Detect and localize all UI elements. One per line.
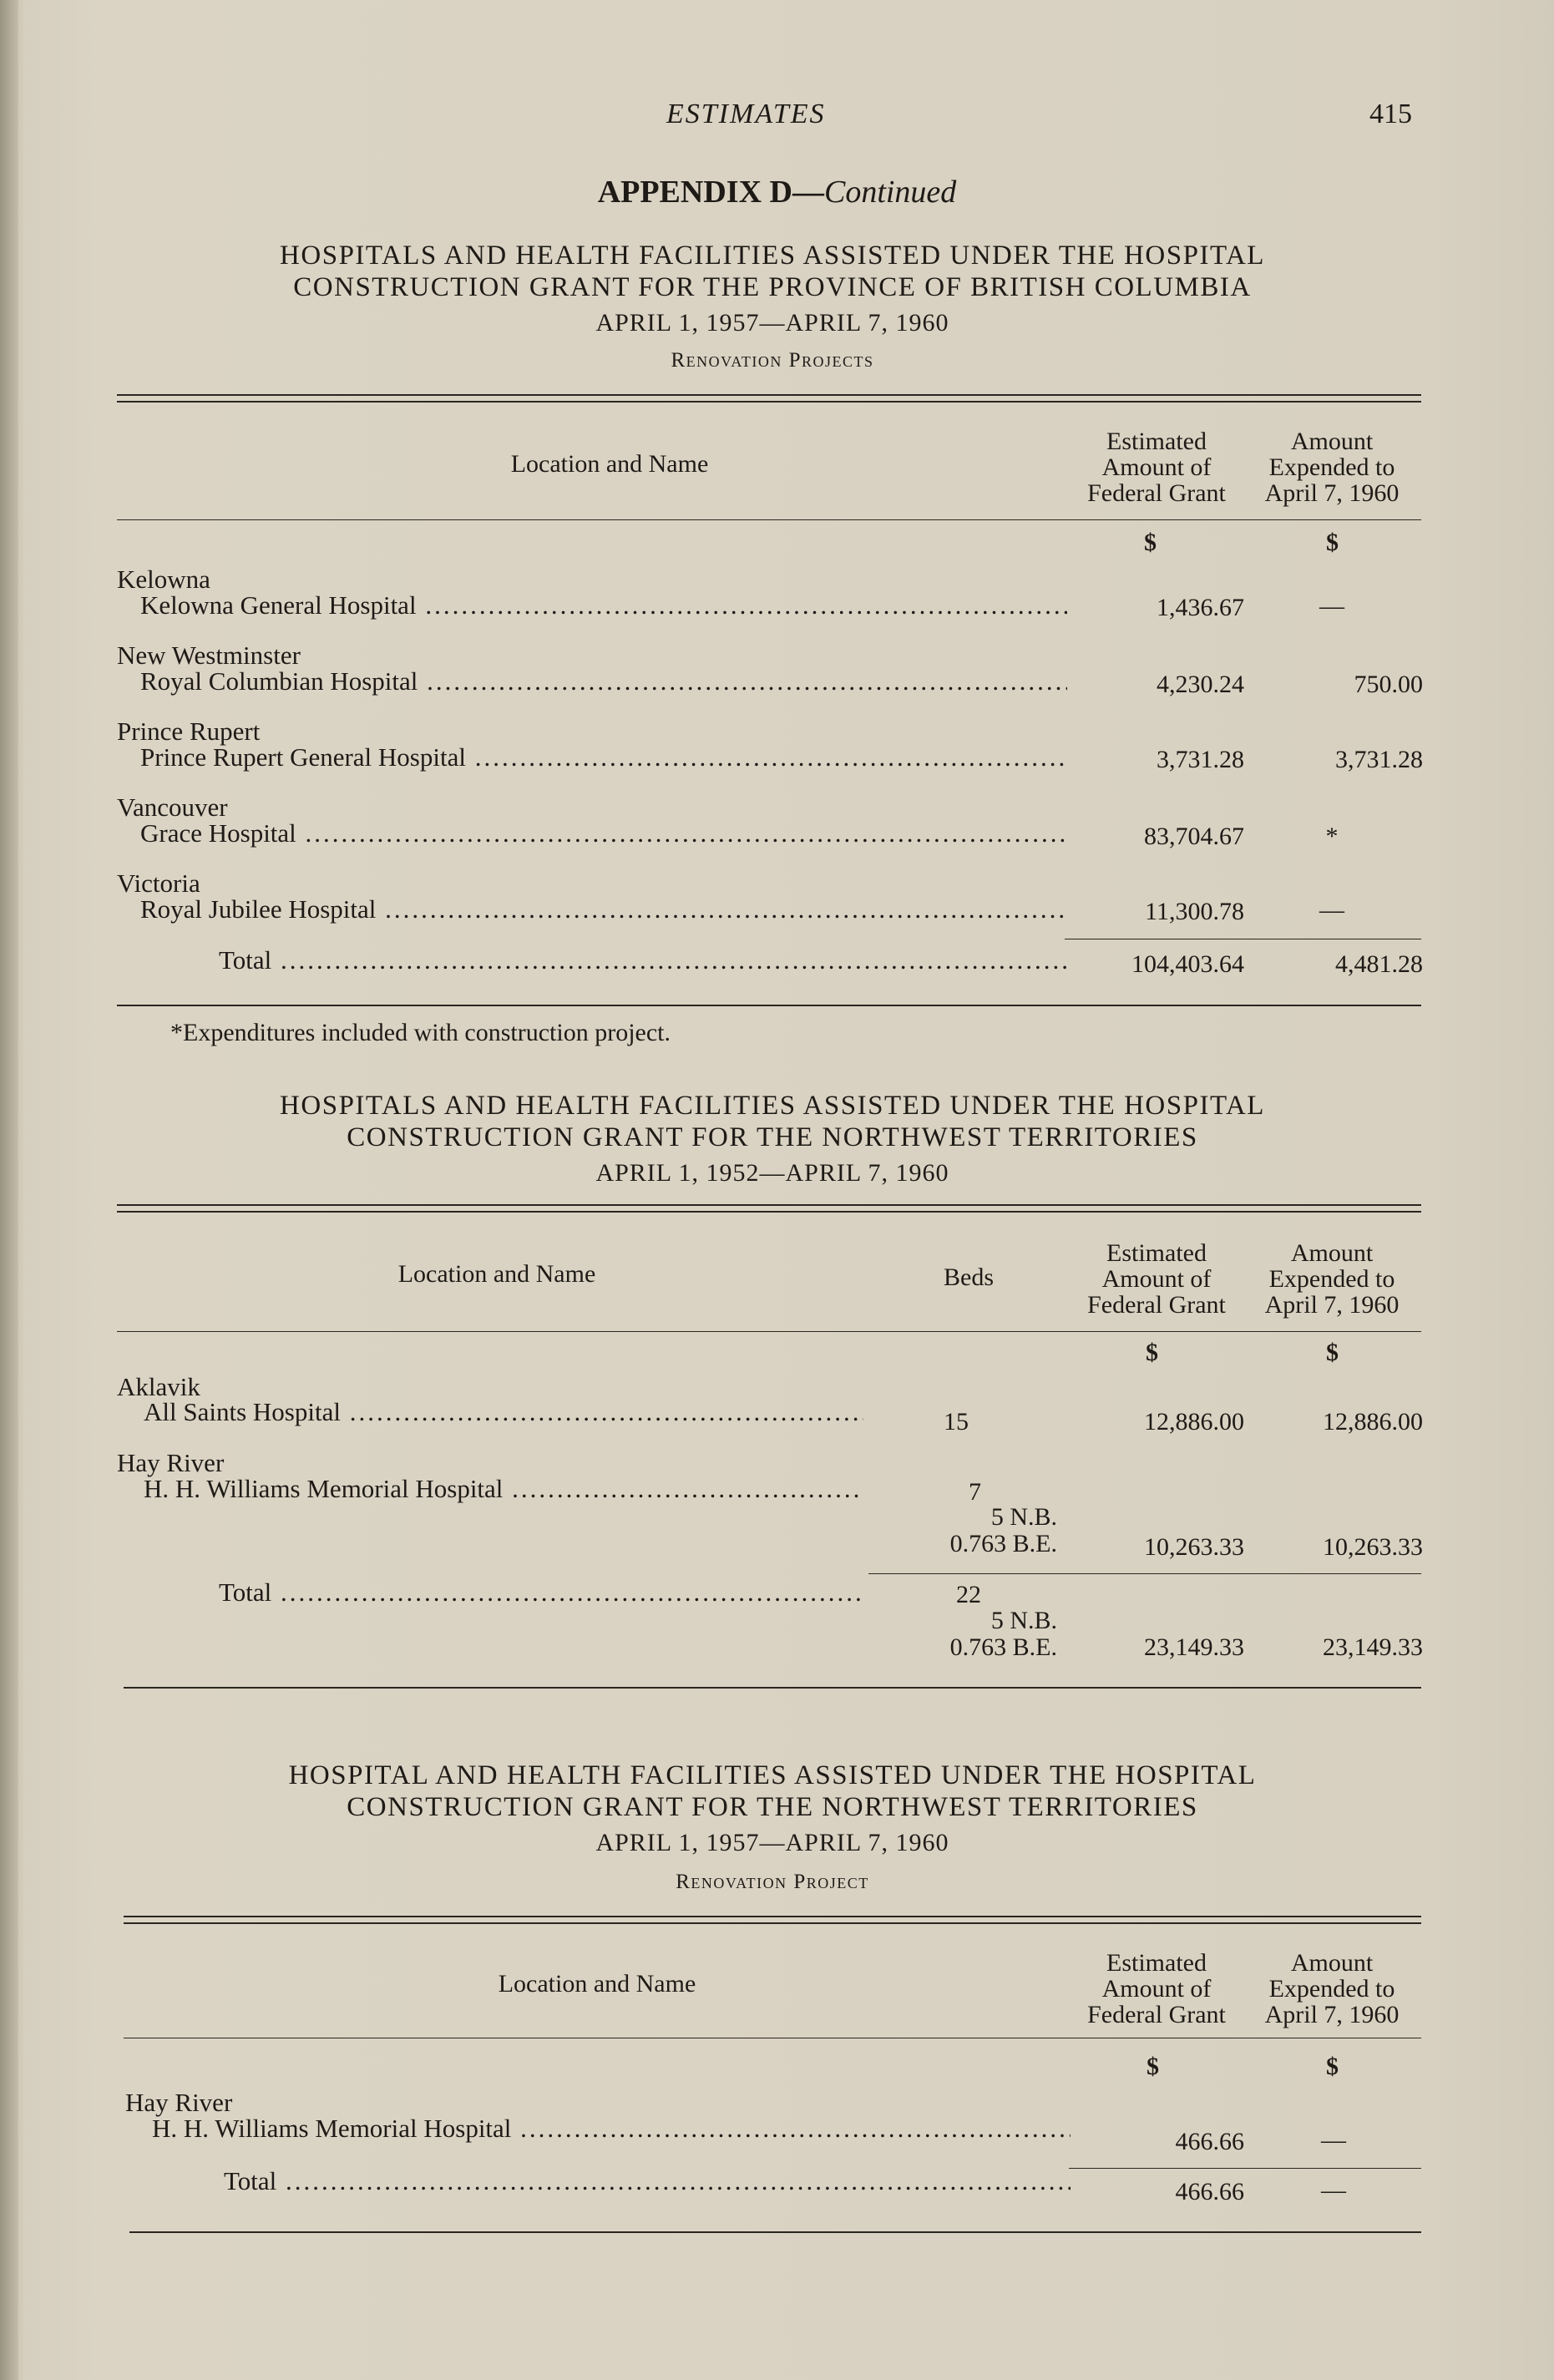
row-beds: 15: [944, 1408, 969, 1436]
row-hospital-name-text: All Saints Hospital: [144, 1397, 341, 1426]
row-hospital-name: [140, 818, 1067, 848]
section1-top-rule: [117, 394, 1421, 396]
section1-col-expended-l2: Expended to: [1268, 453, 1395, 481]
section2-top-rule: [117, 1204, 1421, 1206]
section1-col-estimated-l1: Estimated: [1106, 428, 1207, 455]
section3-col-expended: [1236, 1950, 1428, 2028]
section1-heading-line2: CONSTRUCTION GRANT FOR THE PROVINCE OF BRITISH COLUMBIA: [293, 272, 1252, 302]
total-expended: —: [1321, 2176, 1346, 2204]
total-label-text: Total: [224, 2166, 277, 2195]
row-hospital-name-text: Kelowna General Hospital: [140, 590, 417, 620]
row-estimated: 4,230.24: [1157, 671, 1244, 698]
book-spine-shadow: [0, 0, 18, 2380]
section1-col-estimated-l2: Amount of: [1101, 453, 1212, 481]
row-estimated: 12,886.00: [1144, 1408, 1244, 1436]
total-estimated: 23,149.33: [1144, 1633, 1244, 1661]
section2-col-location: Location and Name: [397, 1260, 596, 1288]
section1-currency-estimated: $: [1144, 529, 1157, 556]
row-expended: —: [1319, 896, 1344, 924]
appendix-heading: [0, 174, 1554, 210]
row-location: Hay River: [125, 2088, 233, 2117]
total-label-text: Total: [219, 945, 272, 975]
section3-currency-estimated: $: [1147, 2053, 1159, 2080]
section3-bottom-rule: [129, 2231, 1421, 2233]
page-number: 415: [1369, 99, 1412, 129]
row-beds-line3: 0.763 B.E.: [949, 1530, 1057, 1557]
section1-heading-line1: HOSPITALS AND HEALTH FACILITIES ASSISTED UNDER THE HOSPITAL: [280, 241, 1265, 271]
section3-period: APRIL 1, 1957—APRIL 7, 1960: [595, 1829, 949, 1856]
row-hospital-name-text: Royal Columbian Hospital: [140, 666, 418, 696]
row-expended: —: [1321, 2126, 1346, 2154]
section1-col-expended: [1236, 428, 1428, 506]
row-expended: 10,263.33: [1323, 1533, 1423, 1561]
section2-col-estimated-l2: Amount of: [1101, 1265, 1212, 1293]
row-expended: 750.00: [1354, 671, 1423, 698]
section2-currency-expended: $: [1326, 1339, 1339, 1366]
appendix-continued: Continued: [823, 175, 957, 210]
section2-heading-line1: HOSPITALS AND HEALTH FACILITIES ASSISTED UNDER THE HOSPITAL: [280, 1091, 1265, 1121]
section2-heading-line2: CONSTRUCTION GRANT FOR THE NORTHWEST TERRITORIES: [347, 1122, 1198, 1152]
section2-col-beds: Beds: [944, 1263, 994, 1291]
section3-col-expended-l1: Amount: [1290, 1949, 1374, 1977]
total-expended: 23,149.33: [1323, 1633, 1423, 1661]
row-hospital-name-text: Prince Rupert General Hospital: [140, 742, 466, 772]
section2-header-rule: [117, 1331, 1421, 1332]
total-estimated: 466.66: [1175, 2178, 1244, 2205]
row-hospital-name: [140, 590, 1067, 620]
row-expended: 12,886.00: [1323, 1408, 1423, 1436]
section3-currency-expended: $: [1326, 2053, 1339, 2080]
section3-col-expended-l3: April 7, 1960: [1264, 2001, 1400, 2028]
section1-top-rule-2: [117, 401, 1421, 403]
total-beds-line3: 0.763 B.E.: [949, 1633, 1057, 1661]
section3-col-estimated-l2: Amount of: [1101, 1975, 1212, 2003]
section2-col-expended-l1: Amount: [1290, 1239, 1374, 1267]
section1-period: APRIL 1, 1957—APRIL 7, 1960: [595, 309, 949, 337]
row-location: Hay River: [117, 1448, 225, 1477]
row-estimated: 83,704.67: [1144, 823, 1244, 850]
row-location: Kelowna: [117, 565, 210, 594]
row-hospital-name-text: Royal Jubilee Hospital: [140, 894, 377, 924]
row-hospital-name: [140, 666, 1067, 696]
section1-header-rule: [117, 519, 1421, 520]
section1-col-estimated: [1052, 428, 1261, 506]
total-label: [219, 945, 1067, 975]
running-head-title: ESTIMATES: [666, 99, 826, 129]
row-beds-line1: 7: [969, 1478, 981, 1506]
section1-col-expended-l1: Amount: [1290, 428, 1374, 455]
section1-bottom-rule: [117, 1005, 1421, 1006]
section1-footnote: *Expenditures included with construction project.: [170, 1019, 671, 1046]
row-beds-line2: 5 N.B.: [990, 1503, 1057, 1531]
total-label-text: Total: [219, 1577, 272, 1607]
row-hospital-name-text: Grace Hospital: [140, 818, 296, 848]
row-expended: —: [1319, 592, 1344, 620]
section3-col-estimated: [1052, 1950, 1261, 2028]
section3-heading-line1: HOSPITAL AND HEALTH FACILITIES ASSISTED UNDER THE HOSPITAL: [288, 1760, 1257, 1790]
row-hospital-name-text: H. H. Williams Memorial Hospital: [144, 1474, 504, 1503]
section1-subtitle: Renovation Projects: [671, 349, 874, 372]
section3-col-estimated-l3: Federal Grant: [1087, 2001, 1226, 2028]
section3-col-estimated-l1: Estimated: [1106, 1949, 1207, 1977]
section2-col-estimated: [1052, 1240, 1261, 1318]
section3-subtitle: Renovation Project: [676, 1871, 869, 1893]
row-estimated: 3,731.28: [1157, 746, 1244, 773]
row-hospital-name: [140, 742, 1067, 772]
section2-currency-estimated: $: [1146, 1339, 1158, 1366]
row-estimated: 1,436.67: [1157, 594, 1244, 621]
row-hospital-name: [152, 2114, 1071, 2144]
total-label: [219, 1577, 863, 1608]
section2-col-expended-l2: Expended to: [1268, 1265, 1395, 1293]
section3-top-rule: [124, 1916, 1421, 1917]
row-hospital-name: [144, 1474, 863, 1504]
appendix-label: APPENDIX D—: [597, 175, 824, 210]
section3-heading-line2: CONSTRUCTION GRANT FOR THE NORTHWEST TERRITORIES: [347, 1792, 1198, 1822]
section2-bottom-rule: [124, 1687, 1421, 1689]
total-expended: 4,481.28: [1335, 950, 1423, 978]
section2-total-rule: [868, 1573, 1421, 1574]
section2-col-expended: [1236, 1240, 1428, 1318]
row-hospital-name: [140, 894, 1067, 924]
section2-top-rule-2: [117, 1211, 1421, 1213]
section3-col-location: Location and Name: [498, 1970, 696, 1998]
section1-col-expended-l3: April 7, 1960: [1264, 479, 1400, 507]
row-estimated: 10,263.33: [1144, 1533, 1244, 1561]
row-expended: 3,731.28: [1335, 746, 1423, 773]
row-location: Aklavik: [117, 1372, 200, 1401]
section2-col-expended-l3: April 7, 1960: [1264, 1291, 1400, 1319]
row-location: Victoria: [117, 868, 200, 898]
total-beds-line1: 22: [956, 1581, 981, 1608]
section2-period: APRIL 1, 1952—APRIL 7, 1960: [595, 1159, 949, 1187]
section2-col-estimated-l3: Federal Grant: [1087, 1291, 1226, 1319]
row-expended: *: [1325, 823, 1339, 850]
section3-top-rule-2: [124, 1922, 1421, 1924]
total-beds-line2: 5 N.B.: [990, 1607, 1057, 1634]
section1-col-estimated-l3: Federal Grant: [1087, 479, 1226, 507]
row-estimated: 11,300.78: [1145, 898, 1244, 925]
row-location: Prince Rupert: [117, 717, 261, 746]
row-location: Vancouver: [117, 792, 228, 822]
total-estimated: 104,403.64: [1131, 950, 1244, 978]
row-hospital-name-text: H. H. Williams Memorial Hospital: [152, 2114, 512, 2143]
section1-currency-expended: $: [1326, 529, 1339, 556]
row-estimated: 466.66: [1175, 2128, 1244, 2155]
section2-col-estimated-l1: Estimated: [1106, 1239, 1207, 1267]
total-label: [224, 2166, 1071, 2196]
row-location: New Westminster: [117, 641, 301, 670]
section3-total-rule: [1069, 2168, 1421, 2169]
row-hospital-name: [144, 1397, 863, 1427]
section1-col-location: Location and Name: [510, 450, 709, 478]
section3-col-expended-l2: Expended to: [1268, 1975, 1395, 2003]
